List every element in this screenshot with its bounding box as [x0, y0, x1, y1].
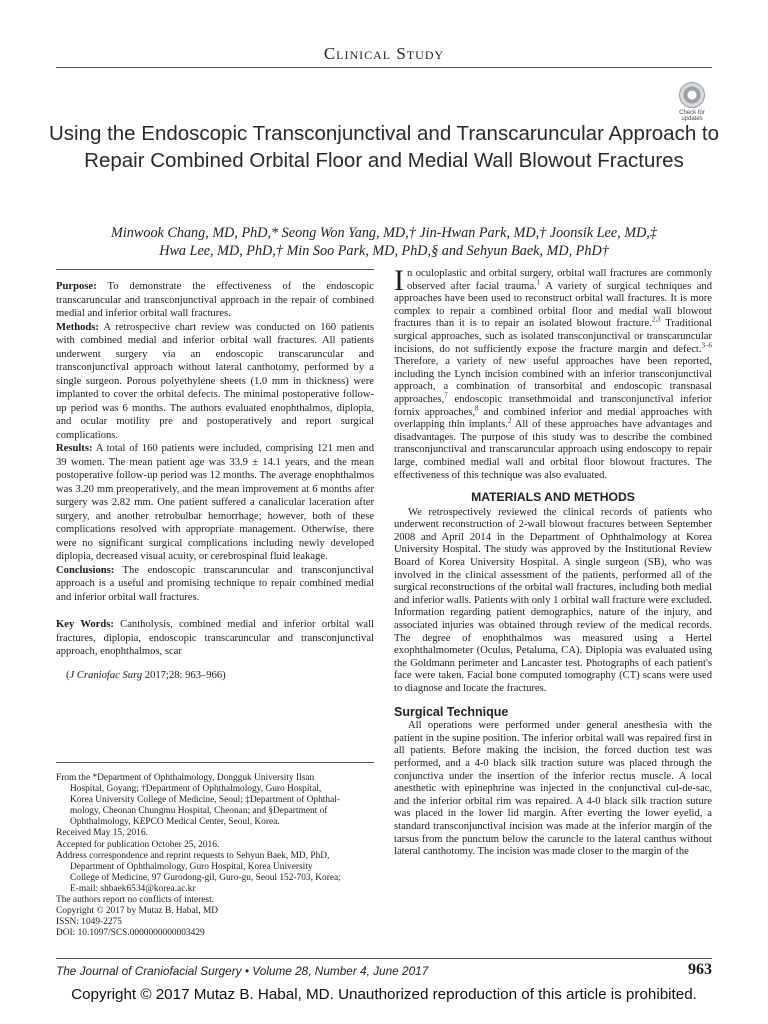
authors-line-2: Hwa Lee, MD, PhD,† Min Soo Park, MD, PhD,§ and Sehyun Baek, MD, PhD† — [159, 243, 609, 259]
aff-line: mology, Cheonan Chungmu Hospital, Cheonan; and §Department of — [70, 806, 328, 817]
volume-info: Volume 28, Number 4, June 2017 — [252, 964, 429, 978]
intro-text: and combined inferior and medial approaches with overlapping thin implants. — [394, 406, 712, 431]
results-text: A total of 160 patients were included, comprising 121 men and 39 women. The mean patient age was 33.9 ± 14.1 years, and the mean postoperative follow-up period was 12 months. The average enophthalmos was 3.20 mm preoperatively, and the mean improvement at 6 months after surgery was 2.82 mm. One patient suffered a canalicular laceration after surgery, and another retrobulbar hemorrhage; however, both of these complications resolved with appropriate management. Otherwise, there were no significant surgical complications including newly developed diplopia, decreased visual acuity, or cerebrospinal fluid leakage. — [56, 443, 374, 562]
section-heading: Clinical Study — [323, 44, 445, 63]
footer-rule — [56, 958, 712, 959]
journal-name: The Journal of Craniofacial Surgery — [56, 964, 242, 978]
surgical-technique-text: All operations were performed under general anesthesia with the patient in the supine position. The inferior orbital wall was repaired first in all patients. Before making the incision, the forced duction test was performed, and a 4-0 black silk traction suture was placed through the conjunctiva under the insertion of the inferior rectus muscle. A local anesthetic with epinephrine was injected in the conjunctival cul-de-sac, and the inferior orbital rim was repaired. A 4-0 black silk traction suture was placed in the lower lid margin. After everting the lower eyelid, a standard transconjunctival incision was made at the inferior margin of the tarsus from the punctum below the caruncle to the lateral canthus without lateral canthotomy. The incision was made closer to the margin of the — [394, 720, 712, 858]
copyright-line: Copyright © 2017 by Mutaz B. Habal, MD — [56, 906, 219, 917]
check-for-updates-badge[interactable] — [672, 82, 712, 124]
copyright-notice: Copyright © 2017 Mutaz B. Habal, MD. Unauthorized reproduction of this article is prohibited. — [71, 986, 697, 1003]
affiliations — [56, 773, 374, 939]
intro-text: A variety of surgical techniques and approaches have been used to reconstruct orbital wall fractures. It is more complex to repair a combined orbital floor and medial wall blowout fractures than it is to repair an isolated blowout fracture. — [394, 280, 712, 330]
correspondence-email[interactable]: E-mail: shbaek6534@korea.ac.kr — [70, 883, 196, 894]
correspondence: Address correspondence and reprint requests to Sehyun Baek, MD, PhD, — [56, 850, 330, 861]
intro-text: All of these approaches have advantages and disadvantages. The purpose of this study was to describe the combined transconjunctival and transcaruncular approach using endoscopy to repair large, combined medial wall and orbital floor blowout fractures. The effectiveness of this technique was also evaluated. — [394, 419, 712, 481]
correspondence: College of Medicine, 97 Gurodong-gil, Guro-gu, Seoul 152-703, Korea; — [70, 872, 341, 883]
correspondence: Department of Ophthalmology, Guro Hospital, Korea University — [70, 861, 313, 872]
doi[interactable]: DOI: 10.1097/SCS.0000000000003429 — [56, 928, 205, 939]
keywords-text: Cantholysis, combined medial and inferior orbital wall fractures, diplopia, endoscopic transcaruncular and transconjunctival approach, enophthalmos, scar — [56, 619, 374, 657]
running-footer — [56, 964, 712, 978]
abstract-conclusions — [56, 564, 374, 605]
header-rule — [56, 67, 712, 68]
drop-cap: I — [394, 264, 404, 297]
intro-paragraph — [394, 264, 712, 482]
citation-details: 2017;28: 963–966) — [144, 669, 226, 681]
affiliations-rule — [56, 762, 374, 763]
ref-sup[interactable]: 1 — [536, 278, 541, 287]
conclusions-text: The endoscopic transcaruncular and transconjunctival approach is a useful and promising technique to repair combined medial and inferior orbital wall fractures. — [56, 564, 374, 603]
aff-line: From the *Department of Ophthalmology, Dongguk University Ilsan — [56, 773, 315, 783]
methods-text: A retrospective chart review was conducted on 160 patients with combined medial and inferior orbital wall fractures. All patients underwent surgery via an endoscopic transcaruncular and transconjunctival approach without lateral canthotomy, performed by a single surgeon. Porous polyethylene sheets (1.0 mm in thickness) were implanted to cover the orbital defects. The minimal postoperative follow-up period was 6 months. The authors evaluated enophthalmos, diplopia, and ocular motility pre and postoperatively and report surgical complications. — [56, 321, 374, 441]
keywords-label: Key Words: — [56, 619, 114, 630]
intro-text: Traditional surgical approaches, such as isolated transconjunctival or transcaruncular incisions, do not sufficiently expose the fracture margin and defect. — [394, 318, 712, 355]
crossmark-icon — [679, 82, 705, 108]
ref-sup[interactable]: 2,3 — [651, 315, 661, 324]
abstract-top-rule — [56, 269, 374, 270]
materials-methods-heading: MATERIALS AND METHODS — [471, 490, 635, 505]
intro-text: n oculoplastic and orbital surgery, orbital wall fractures are commonly observed after facial trauma. — [407, 268, 712, 292]
authors-line-1: Minwook Chang, MD, PhD,* Seong Won Yang, MD,† Jin-Hwan Park, MD,† Joonsik Lee, MD,‡ — [111, 225, 657, 241]
body-text — [394, 264, 713, 859]
conflicts-statement: The authors report no conflicts of interest. — [56, 895, 215, 906]
badge-label: Check for updates — [679, 110, 705, 122]
materials-methods-text: We retrospectively reviewed the clinical records of patients who underwent reconstruction of 2-wall blowout fractures between September 2008 and April 2014 in the Department of Ophthalmology at Korea University Hospital. The study was approved by the Institutional Review Board of Korea University Hospital. A single surgeon (SB), who was involved in the clinical assessment of the patients, performed all of the surgical reconstructions of the orbital wall fractures, including both medial and inferior walls. Patients with only 1 orbital wall fracture were excluded. Information regarding patient demographics, nature of the injury, and associated injuries was obtained through review of the medical records. The degree of enophthalmos was measured using a Hertel exophthalmometer (Oculus, Petaluma, CA). Diplopia was evaluated using the Goldmann perimeter and Lancaster test. Photographs of each patient's face were taken. Facial bone computed tomography (CT) scans were used to diagnose and locate the fractures. — [394, 506, 713, 694]
aff-line: Korea University College of Medicine, Seoul; ‡Department of Ophthal- — [70, 795, 340, 806]
article-title: Using the Endoscopic Transconjunctival and Transcaruncular Approach to Repair Combined Orbital Floor and Medial Wall Blowout Fractures — [48, 122, 720, 172]
results-label: Results: — [56, 443, 93, 454]
issn: ISSN: 1049-2275 — [56, 917, 122, 928]
citation: (J Craniofac Surg 2017;28: 963–966) — [66, 669, 226, 681]
aff-line: Ophthalmology, KEPCO Medical Center, Seoul, Korea. — [70, 817, 280, 828]
received-date: Received May 15, 2016. — [56, 828, 148, 839]
footer-bullet: • — [244, 964, 249, 978]
ref-sup[interactable]: 7 — [444, 391, 448, 400]
intro-text: Therefore, a variety of new useful approaches have been reported, including the Lynch incision combined with an inferior transconjunctival approach, a combination of transorbital and endoscopic transnasal approaches, — [394, 356, 712, 405]
citation-journal: J Craniofac Surg — [69, 669, 143, 681]
conclusions-label: Conclusions: — [56, 564, 115, 576]
methods-label: Methods: — [56, 321, 99, 333]
ref-sup[interactable]: 8 — [475, 404, 479, 412]
page-number: 963 — [688, 961, 712, 978]
abstract — [56, 280, 374, 682]
surgical-technique-heading: Surgical Technique — [394, 704, 509, 719]
intro-text: endoscopic transethmoidal and transconjunctival inferior fornix approaches, — [394, 393, 712, 418]
ref-sup[interactable]: 3–6 — [701, 341, 712, 350]
accepted-date: Accepted for publication October 25, 2016. — [56, 839, 220, 850]
purpose-label: Purpose: — [56, 281, 97, 292]
ref-sup[interactable]: 2 — [507, 416, 512, 425]
abstract-results — [56, 442, 374, 564]
aff-line: Hospital, Goyang; †Department of Ophthalmology, Guro Hospital, — [70, 784, 322, 795]
key-words — [56, 618, 374, 659]
purpose-text: To demonstrate the effectiveness of the endoscopic transcaruncular and transconjunctival approach in the repair of combined medial and inferior orbital wall fractures. — [56, 281, 374, 319]
author-list — [40, 224, 728, 260]
abstract-methods — [56, 321, 374, 443]
abstract-purpose — [56, 280, 374, 321]
